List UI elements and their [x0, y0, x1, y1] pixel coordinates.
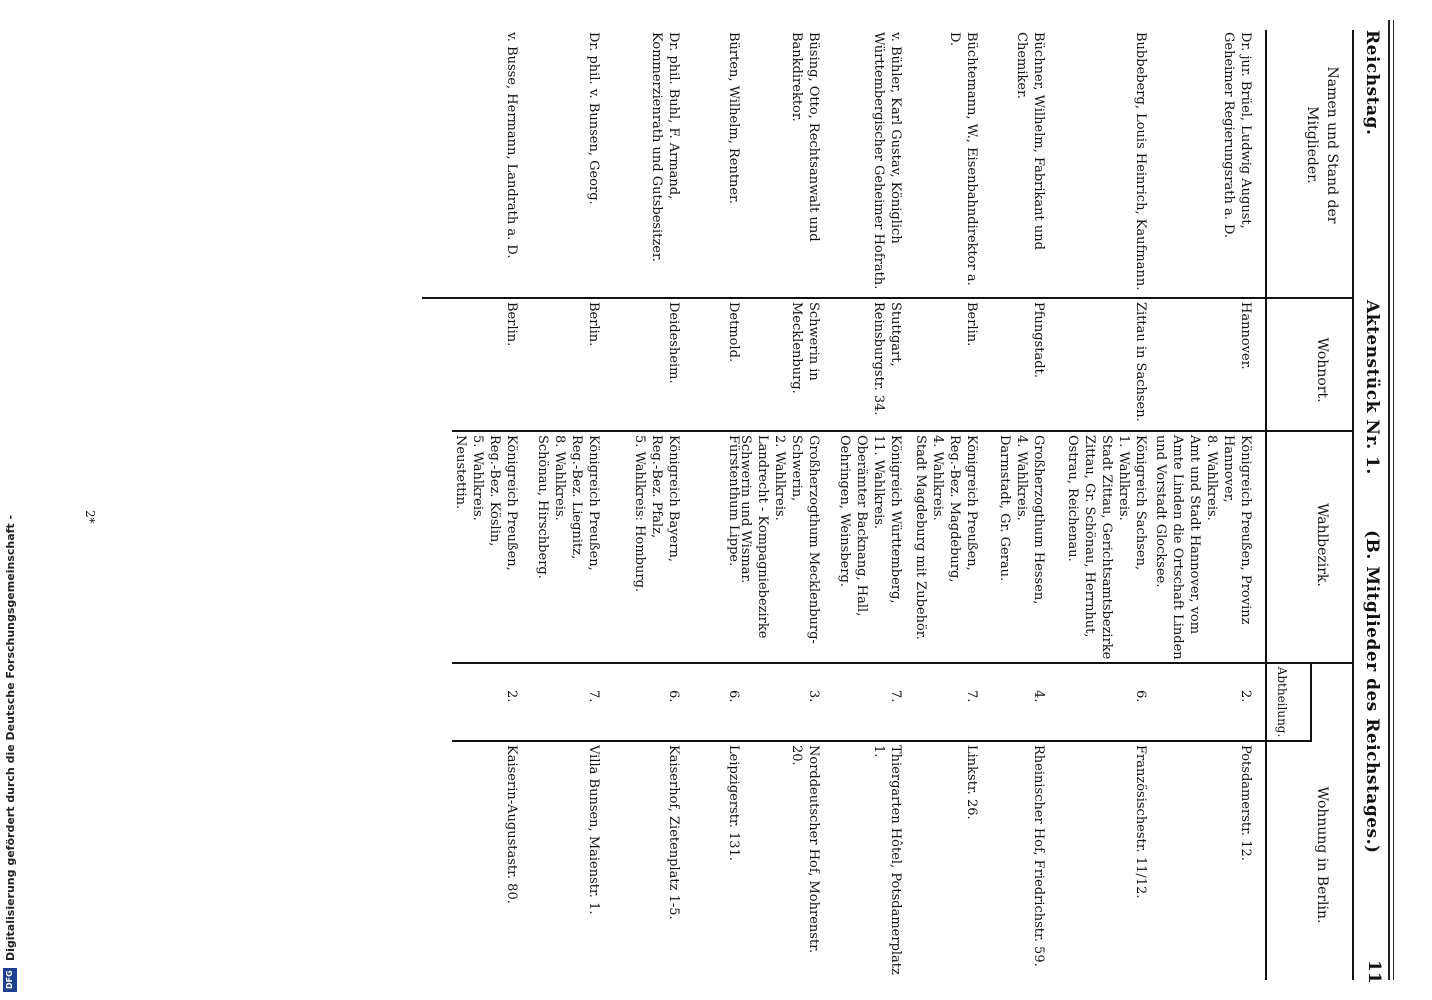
document-subtitle: (B. Mitglieder des Reichstages.) [1362, 530, 1382, 854]
row-7-name: Bürten, Wilhelm, Rentner. [726, 32, 741, 205]
row-2-berlin: Französischestr. 11/12. [1133, 745, 1148, 899]
row-9-name: Dr. phil. v. Bunsen, Georg. [586, 32, 601, 205]
row-6-division: 3. [806, 690, 821, 703]
division-rule [1311, 662, 1313, 740]
page-number: 11 [1364, 960, 1384, 984]
column-header-residence: Wohnort. [1314, 337, 1330, 403]
row-4-division: 7. [964, 690, 979, 703]
row-3-residence: Pfungstadt. [1031, 302, 1046, 378]
row-9-division: 7. [586, 690, 601, 703]
row-5-residence: Stuttgart, Reinsburgstr. 34. [871, 302, 903, 416]
row-8-district: Königreich Bayern, Reg.-Bez. Pfalz, 5. Wahlkreis: Homburg. [632, 435, 681, 593]
row-3-name: Büchner, Wilhelm, Fabrikant und Chemiker. [1014, 32, 1046, 250]
top-rule [1352, 30, 1354, 980]
row-10-berlin: Kaiserin-Augustastr. 80. [504, 745, 519, 904]
row-1-berlin: Potsdamerstr. 12. [1238, 745, 1253, 861]
row-4-district: Königreich Preußen, Reg.-Bez. Magdeburg, 4. Wahlkreis. Stadt Magdeburg mit Zubehör. [913, 435, 979, 640]
row-6-residence: Schwerin in Mecklenburg. [789, 302, 821, 394]
row-7-district: Fürstenthum Lippe. [726, 435, 741, 567]
col-divider-4 [452, 740, 1312, 742]
signature-mark: 2* [83, 510, 97, 524]
row-2-division: 6. [1133, 690, 1148, 703]
document-title: Aktenstück Nr. 1. [1362, 300, 1382, 475]
row-2-district: Königreich Sachsen, 1. Wahlkreis. Stadt Zittau, Gerichtsamtsbezirke Zittau, Gr. Schönau, Herrnhut, Ostrau, Reichenau. [1065, 435, 1148, 660]
row-9-residence: Berlin. [586, 302, 601, 347]
row-2-residence: Zittau in Sachsen. [1133, 302, 1148, 422]
header-left: Reichstag. [1362, 30, 1382, 136]
row-9-berlin: Villa Bunsen, Maienstr. 1. [586, 745, 601, 915]
row-5-berlin: Thiergarten Hôtel, Potsdamerplatz 1. [871, 745, 903, 975]
row-10-name: v. Busse, Hermann, Landrath a. D. [504, 32, 519, 259]
column-header-division: Abtheilung. [1275, 666, 1289, 738]
row-1-name: Dr. jur. Brüel, Ludwig August, Geheimer Regierungsrath a. D. [1221, 32, 1253, 239]
row-1-district: Königreich Preußen, Provinz Hannover, 8. Wahlkreis. Amt und Stadt Hannover, vom Amte Linden die Ortschaft Linden und Vorstadt Glocksee. [1153, 435, 1253, 660]
row-1-division: 2. [1238, 690, 1253, 703]
row-2-name: Bubbeberg, Louis Heinrich, Kaufmann. [1133, 32, 1148, 291]
column-header-berlin: Wohnung in Berlin. [1314, 786, 1330, 924]
row-4-name: Büchtemann, W., Eisenbahndirektor a. D. [947, 32, 979, 286]
digitization-credit: Digitalisierung gefördert durch die Deutsche Forschungsgemeinschaft - [4, 514, 17, 961]
row-5-district: Königreich Württemberg, 11. Wahlkreis. Oberämter Backnang, Hall, Oehringen, Weinsberg. [837, 435, 903, 617]
dfg-logo-icon: DFG [3, 968, 17, 992]
row-8-berlin: Kaiserhof, Zietenplatz 1-5. [666, 745, 681, 920]
row-1-residence: Hannover. [1238, 302, 1253, 370]
row-5-name: v. Bühler, Karl Gustav, Königlich Württembergischer Geheimer Hofrath. [871, 32, 903, 290]
col-divider-3 [452, 662, 1352, 664]
row-8-residence: Deidesheim. [666, 302, 681, 384]
row-7-division: 6. [726, 690, 741, 703]
row-5-division: 7. [888, 690, 903, 703]
row-4-berlin: Linkstr. 26. [964, 745, 979, 820]
row-6-district: Großherzogthum Mecklenburg-Schwerin, 2. Wahlkreis. Landrecht - Kompagniebezirke Schwerin und Wismar. [738, 435, 821, 644]
column-header-name: Namen und Stand der Mitglieder. [1304, 66, 1340, 224]
row-10-district: Königreich Preußen, Reg.-Bez. Köslin, 5. Wahlkreis. Neustettin. [453, 435, 519, 571]
row-3-district: Großherzogthum Hessen, 4. Wahlkreis. Darmstadt, Gr. Gerau. [997, 435, 1046, 605]
row-10-division: 2. [504, 690, 519, 703]
row-6-berlin: Norddeutscher Hof, Mohrenstr. 20. [789, 745, 821, 954]
row-7-residence: Detmold. [726, 302, 741, 363]
col-divider-2 [452, 430, 1352, 432]
row-10-residence: Berlin. [504, 302, 519, 347]
row-7-berlin: Leipzigerstr. 131. [726, 745, 741, 861]
row-9-district: Königreich Preußen, Reg.-Bez. Liegnitz, 8. Wahlkreis. Schönau, Hirschberg. [535, 435, 601, 579]
row-4-residence: Berlin. [964, 302, 979, 347]
col-divider-1 [422, 297, 1352, 299]
row-6-name: Büsing, Otto, Rechtsanwalt und Bankdirektor. [789, 32, 821, 242]
row-3-berlin: Rheinischer Hof, Friedrichstr. 59. [1031, 745, 1046, 967]
row-8-division: 6. [666, 690, 681, 703]
row-3-division: 4. [1031, 690, 1046, 703]
row-8-name: Dr. phil. Buhl, F. Armand, Kommerzienrath und Gutsbesitzer. [649, 32, 681, 262]
header-bottom-rule [1266, 30, 1268, 980]
column-header-district: Wahlbezirk. [1314, 503, 1330, 587]
